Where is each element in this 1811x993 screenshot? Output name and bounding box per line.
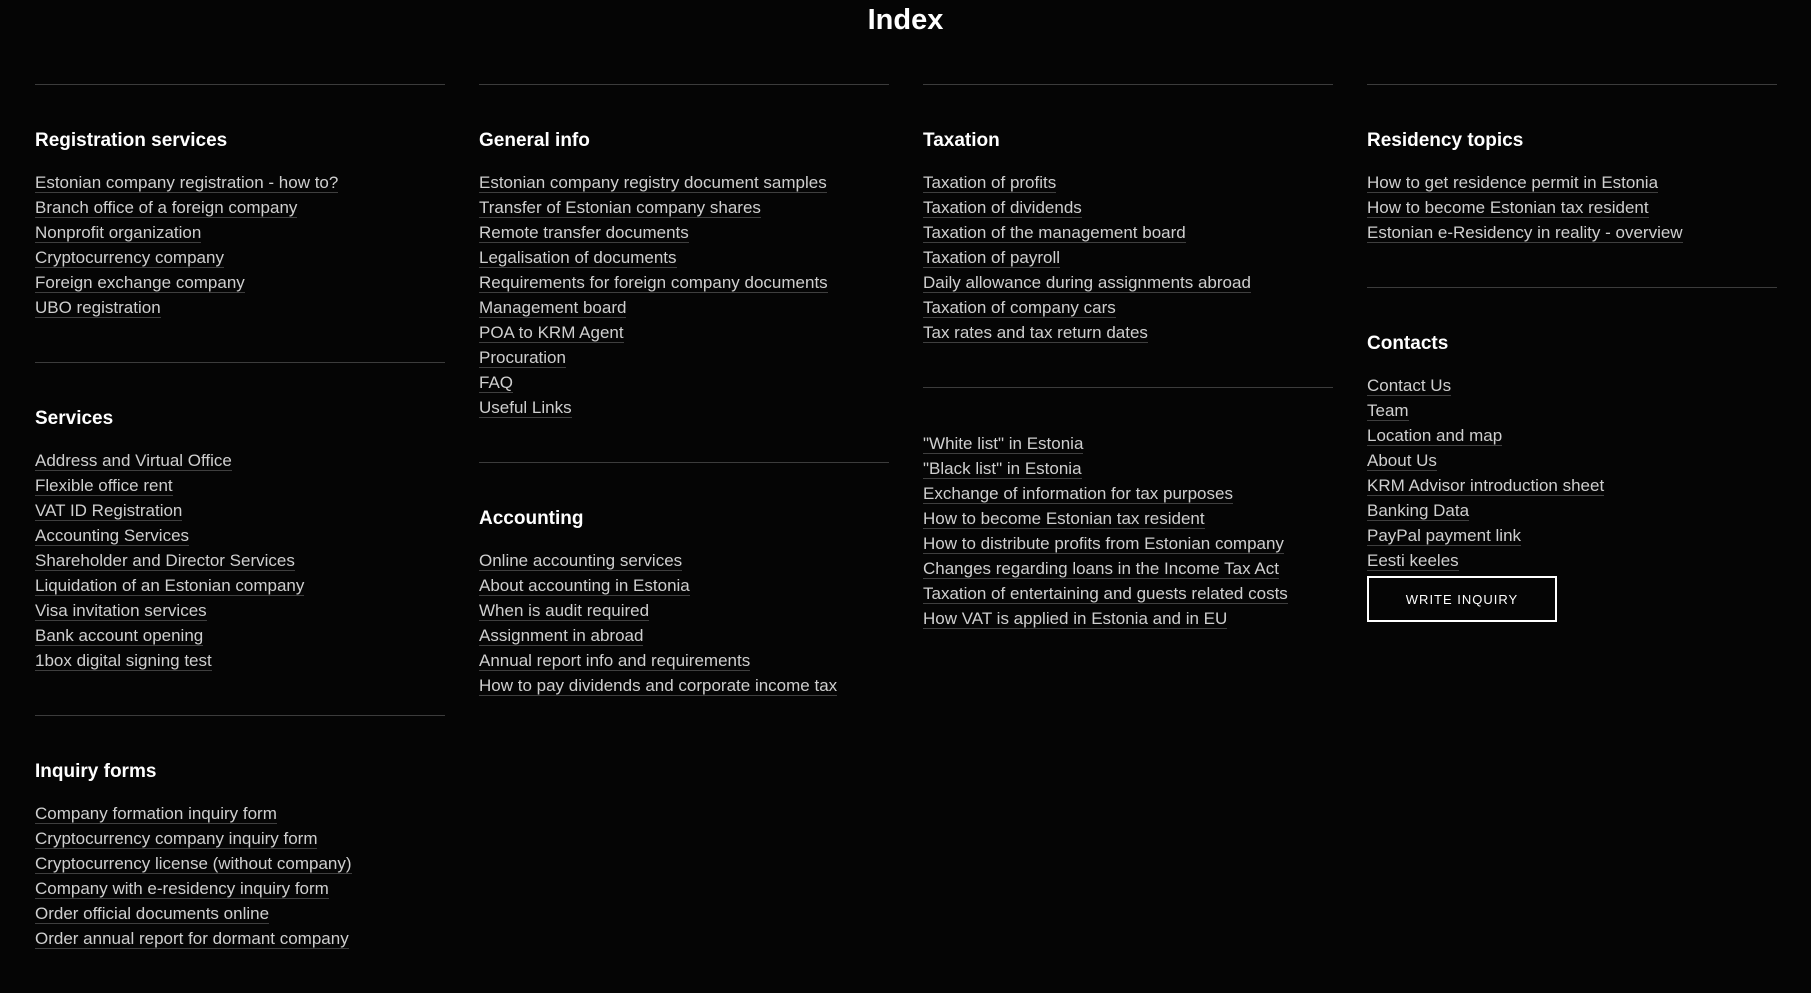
link-list <box>1367 171 1777 246</box>
nav-link[interactable]: "White list" in Estonia <box>923 434 1084 453</box>
list-item <box>1367 474 1777 499</box>
list-item <box>1367 196 1777 221</box>
list-item <box>479 346 889 371</box>
list-item <box>923 196 1333 221</box>
nav-link[interactable]: How to become Estonian tax resident <box>923 509 1205 528</box>
list-item <box>35 802 445 827</box>
nav-link[interactable]: Liquidation of an Estonian company <box>35 576 305 595</box>
list-item <box>923 432 1333 457</box>
nav-link[interactable]: Team <box>1367 401 1409 420</box>
column-4 <box>1367 84 1777 663</box>
list-item <box>35 574 445 599</box>
list-item <box>35 927 445 952</box>
nav-link[interactable]: "Black list" in Estonia <box>923 459 1082 478</box>
section-heading: Registration services <box>35 130 228 151</box>
nav-link[interactable]: Cryptocurrency license (without company) <box>35 854 352 873</box>
nav-link[interactable]: When is audit required <box>479 601 650 620</box>
nav-link[interactable]: POA to KRM Agent <box>479 323 624 342</box>
nav-link[interactable]: KRM Advisor introduction sheet <box>1367 476 1605 495</box>
column-2 <box>479 84 889 740</box>
nav-link[interactable]: Taxation of entertaining and guests related costs <box>923 584 1288 603</box>
list-item <box>479 396 889 421</box>
list-item <box>35 196 445 221</box>
nav-link[interactable]: Estonian company registry document samples <box>479 173 827 192</box>
list-item <box>479 549 889 574</box>
nav-link[interactable]: Cryptocurrency company inquiry form <box>35 829 318 848</box>
list-item <box>1367 449 1777 474</box>
taxation-section <box>923 84 1333 387</box>
nav-link[interactable]: Company formation inquiry form <box>35 804 277 823</box>
nav-link[interactable]: Order official documents online <box>35 904 270 923</box>
nav-link[interactable]: Daily allowance during assignments abroad <box>923 273 1251 292</box>
nav-link[interactable]: Taxation of company cars <box>923 298 1116 317</box>
contacts-section <box>1367 287 1777 663</box>
nav-link[interactable]: Estonian company registration - how to? <box>35 173 339 192</box>
nav-link[interactable]: Estonian e-Residency in reality - overview <box>1367 223 1683 242</box>
nav-link[interactable]: Order annual report for dormant company <box>35 929 349 948</box>
nav-link[interactable]: Cryptocurrency company <box>35 248 224 267</box>
tax-topics-section <box>923 387 1333 673</box>
link-list <box>923 171 1333 346</box>
residency-topics-section <box>1367 84 1777 287</box>
nav-link[interactable]: VAT ID Registration <box>35 501 183 520</box>
list-item <box>35 499 445 524</box>
list-item <box>479 196 889 221</box>
nav-link[interactable]: Branch office of a foreign company <box>35 198 298 217</box>
list-item <box>479 574 889 599</box>
list-item <box>923 246 1333 271</box>
list-item <box>35 649 445 674</box>
list-item <box>35 296 445 321</box>
nav-link[interactable]: Management board <box>479 298 627 317</box>
list-item <box>35 474 445 499</box>
nav-link[interactable]: UBO registration <box>35 298 161 317</box>
section-heading: General info <box>479 130 590 151</box>
list-item <box>1367 424 1777 449</box>
nav-link[interactable]: Assignment in abroad <box>479 626 644 645</box>
list-item <box>35 902 445 927</box>
list-item <box>479 246 889 271</box>
nav-link[interactable]: Annual report info and requirements <box>479 651 751 670</box>
column-3 <box>923 84 1333 673</box>
list-item <box>923 582 1333 607</box>
nav-link[interactable]: Requirements for foreign company documents <box>479 273 828 292</box>
list-item <box>479 624 889 649</box>
nav-link[interactable]: About Us <box>1367 451 1437 470</box>
nav-link[interactable]: How to distribute profits from Estonian company <box>923 534 1284 553</box>
services-section <box>35 362 445 715</box>
general-info-section <box>479 84 889 462</box>
list-item <box>923 296 1333 321</box>
nav-link[interactable]: Location and map <box>1367 426 1503 445</box>
list-item <box>923 607 1333 632</box>
list-item <box>1367 374 1777 399</box>
nav-link[interactable]: Legalisation of documents <box>479 248 677 267</box>
nav-link[interactable]: FAQ <box>479 373 514 392</box>
nav-link[interactable]: Address and Virtual Office <box>35 451 232 470</box>
nav-link[interactable]: Bank account opening <box>35 626 204 645</box>
list-item <box>479 171 889 196</box>
inquiry-forms-section <box>35 715 445 993</box>
list-item <box>1367 221 1777 246</box>
list-item <box>35 271 445 296</box>
nav-link[interactable]: Transfer of Estonian company shares <box>479 198 761 217</box>
list-item <box>1367 499 1777 524</box>
registration-services-section <box>35 84 445 362</box>
nav-link[interactable]: Eesti keeles <box>1367 551 1459 570</box>
nav-link[interactable]: Exchange of information for tax purposes <box>923 484 1233 503</box>
column-1 <box>35 84 445 993</box>
accounting-section <box>479 462 889 740</box>
nav-link[interactable]: Remote transfer documents <box>479 223 689 242</box>
nav-link[interactable]: PayPal payment link <box>1367 526 1522 545</box>
nav-link[interactable]: Online accounting services <box>479 551 683 570</box>
list-item <box>923 557 1333 582</box>
list-item <box>479 674 889 699</box>
list-item <box>479 321 889 346</box>
nav-link[interactable]: 1box digital signing test <box>35 651 212 670</box>
list-item <box>1367 171 1777 196</box>
list-item <box>479 221 889 246</box>
list-item <box>35 827 445 852</box>
nav-link[interactable]: Banking Data <box>1367 501 1470 520</box>
section-heading: Services <box>35 408 114 429</box>
list-item <box>479 649 889 674</box>
nav-link[interactable]: About accounting in Estonia <box>479 576 690 595</box>
link-list <box>923 432 1333 632</box>
list-item <box>923 321 1333 346</box>
nav-link[interactable]: Shareholder and Director Services <box>35 551 295 570</box>
nav-link[interactable]: Taxation of payroll <box>923 248 1061 267</box>
nav-link[interactable]: Nonprofit organization <box>35 223 202 242</box>
list-item <box>923 507 1333 532</box>
nav-link[interactable]: Taxation of dividends <box>923 198 1082 217</box>
list-item <box>35 524 445 549</box>
nav-link[interactable]: How to get residence permit in Estonia <box>1367 173 1659 192</box>
list-item <box>35 549 445 574</box>
list-item <box>35 221 445 246</box>
section-heading: Contacts <box>1367 333 1449 354</box>
section-heading: Taxation <box>923 130 1000 151</box>
section-heading: Inquiry forms <box>35 761 157 782</box>
link-list <box>1367 374 1777 574</box>
list-item <box>923 532 1333 557</box>
nav-link[interactable]: Accounting Services <box>35 526 190 545</box>
write-inquiry-button[interactable]: WRITE INQUIRY <box>1367 576 1557 622</box>
list-item <box>479 371 889 396</box>
list-item <box>1367 524 1777 549</box>
list-item <box>1367 549 1777 574</box>
nav-link[interactable]: Taxation of the management board <box>923 223 1186 242</box>
list-item <box>479 599 889 624</box>
nav-link[interactable]: How to pay dividends and corporate income tax <box>479 676 838 695</box>
section-heading: Accounting <box>479 508 584 529</box>
nav-link[interactable]: Useful Links <box>479 398 572 417</box>
nav-link[interactable]: Visa invitation services <box>35 601 207 620</box>
nav-link[interactable]: Company with e-residency inquiry form <box>35 879 329 898</box>
list-item <box>35 852 445 877</box>
list-item <box>1367 399 1777 424</box>
nav-link[interactable]: Procuration <box>479 348 566 367</box>
list-item <box>35 877 445 902</box>
list-item <box>923 482 1333 507</box>
list-item <box>35 246 445 271</box>
nav-link[interactable]: How VAT is applied in Estonia and in EU <box>923 609 1228 628</box>
link-list <box>479 171 889 421</box>
list-item <box>35 599 445 624</box>
page-title: Index <box>867 4 944 36</box>
nav-link[interactable]: Flexible office rent <box>35 476 173 495</box>
nav-link[interactable]: Tax rates and tax return dates <box>923 323 1148 342</box>
list-item <box>923 271 1333 296</box>
list-item <box>479 296 889 321</box>
link-list <box>479 549 889 699</box>
nav-link[interactable]: Contact Us <box>1367 376 1452 395</box>
list-item <box>923 171 1333 196</box>
link-list <box>35 802 445 952</box>
nav-link[interactable]: Changes regarding loans in the Income Tax Act <box>923 559 1279 578</box>
link-list <box>35 171 445 321</box>
list-item <box>923 457 1333 482</box>
list-item <box>35 624 445 649</box>
nav-link[interactable]: Foreign exchange company <box>35 273 245 292</box>
list-item <box>35 171 445 196</box>
link-list <box>35 449 445 674</box>
section-heading: Residency topics <box>1367 130 1524 151</box>
list-item <box>35 449 445 474</box>
nav-link[interactable]: Taxation of profits <box>923 173 1057 192</box>
list-item <box>479 271 889 296</box>
list-item <box>923 221 1333 246</box>
nav-link[interactable]: How to become Estonian tax resident <box>1367 198 1649 217</box>
